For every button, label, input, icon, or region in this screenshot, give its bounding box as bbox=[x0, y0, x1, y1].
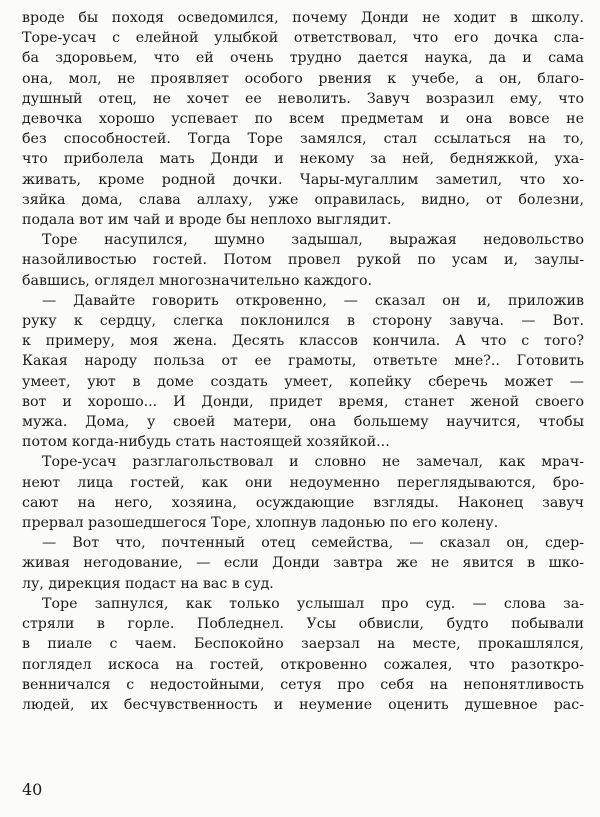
text-line: — Вот что, почтенный отец семейства, — сказал он, сдер- bbox=[42, 535, 584, 552]
text-line: в пиале с чаем. Беспокойно заерзал на месте, прокашлялся, bbox=[22, 636, 584, 653]
text-line: умеет, уют в доме создать умеет, копейку сберечь может — bbox=[22, 373, 584, 390]
text-line: венничался с недостойными, сетуя про себя на непонятливость bbox=[22, 676, 584, 693]
text-line: живать, кроме родной дочки. Чары-мугаллим заметил, что хо- bbox=[22, 171, 584, 188]
text-line: лу, дирекция подаст на вас в суд. bbox=[22, 575, 274, 592]
text-line: душный отец, не хочет ее неволить. Завуч возразил ему, что bbox=[22, 90, 584, 107]
paragraph bbox=[22, 8, 584, 230]
text-line: зяйка дома, слава аллаху, уже оправилась, видно, от болезни, bbox=[22, 191, 584, 208]
text-line: она, мол, не проявляет особого рвения к учебе, а он, благо- bbox=[22, 70, 584, 87]
paragraph bbox=[22, 291, 584, 453]
text-line: что приболела мать Донди и некому за ней, бедняжкой, уха- bbox=[22, 151, 584, 168]
text-line: без способностей. Тогда Торе замялся, стал ссылаться на то, bbox=[22, 131, 584, 148]
text-line: живая негодование, — если Донди завтра же не явится в шко- bbox=[22, 555, 584, 572]
text-line: Торе запнулся, как только услышал про суд. — слова за- bbox=[42, 595, 584, 612]
text-line: руку к сердцу, слегка поклонился в сторону завуча. — Вот. bbox=[22, 313, 584, 330]
text-line: — Давайте говорить откровенно, — сказал он и, приложив bbox=[42, 292, 584, 309]
text-line: ба здоровьем, что ей очень трудно дается наука, да и сама bbox=[22, 50, 584, 67]
text-line: неют лица гостей, как они недоуменно переглядываются, бро- bbox=[22, 474, 584, 491]
text-line: сают на него, хозяина, осуждающие взгляды. Наконец завуч bbox=[22, 494, 584, 511]
paragraph bbox=[22, 452, 584, 533]
text-line: вроде бы походя осведомился, почему Донди не ходит в школу. bbox=[22, 10, 584, 26]
text-line: мужа. Дома, у своей матери, она большему научится, чтобы bbox=[22, 414, 584, 431]
text-line: стряли в горле. Побледнел. Усы обвисли, будто побывали bbox=[22, 616, 584, 633]
text-line: поглядел искоса на гостей, откровенно сожалея, что разоткро- bbox=[22, 656, 584, 673]
text-line: Торе-усач разглагольствовал и словно не замечал, как мрач- bbox=[42, 454, 584, 471]
text-line: Торе насупился, шумно задышал, выражая недовольство bbox=[42, 232, 584, 249]
text-line: вот и хорошо... И Донди, придет время, станет женой своего bbox=[22, 393, 584, 410]
text-line: Торе-усач с елейной улыбкой ответствовал, что его дочка сла- bbox=[22, 30, 584, 47]
text-line: к примеру, моя жена. Десять классов кончила. А что с того? bbox=[22, 333, 584, 350]
text-line: назойливостью гостей. Потом провел рукой по усам и, заулы- bbox=[22, 252, 584, 269]
body-text bbox=[22, 8, 584, 715]
text-line: подала вот им чай и вроде бы неплохо выглядит. bbox=[22, 212, 392, 229]
paragraph bbox=[22, 230, 584, 291]
paragraph bbox=[22, 594, 584, 715]
page-number: 40 bbox=[22, 780, 43, 799]
text-line: бавшись, оглядел многозначительно каждого. bbox=[22, 272, 373, 289]
text-line: прервал разошедшегося Торе, хлопнув ладонью по его колену. bbox=[22, 515, 499, 532]
text-line: девочка хорошо успевает по всем предметам и она вовсе не bbox=[22, 111, 584, 128]
text-line: людей, их бесчувственность и неумение оценить душевное рас- bbox=[22, 696, 584, 713]
text-line: потом когда-нибудь стать настоящей хозяйкой... bbox=[22, 434, 390, 451]
paragraph bbox=[22, 533, 584, 594]
text-line: Какая народу польза от ее грамоты, ответьте мне?.. Готовить bbox=[22, 353, 584, 370]
